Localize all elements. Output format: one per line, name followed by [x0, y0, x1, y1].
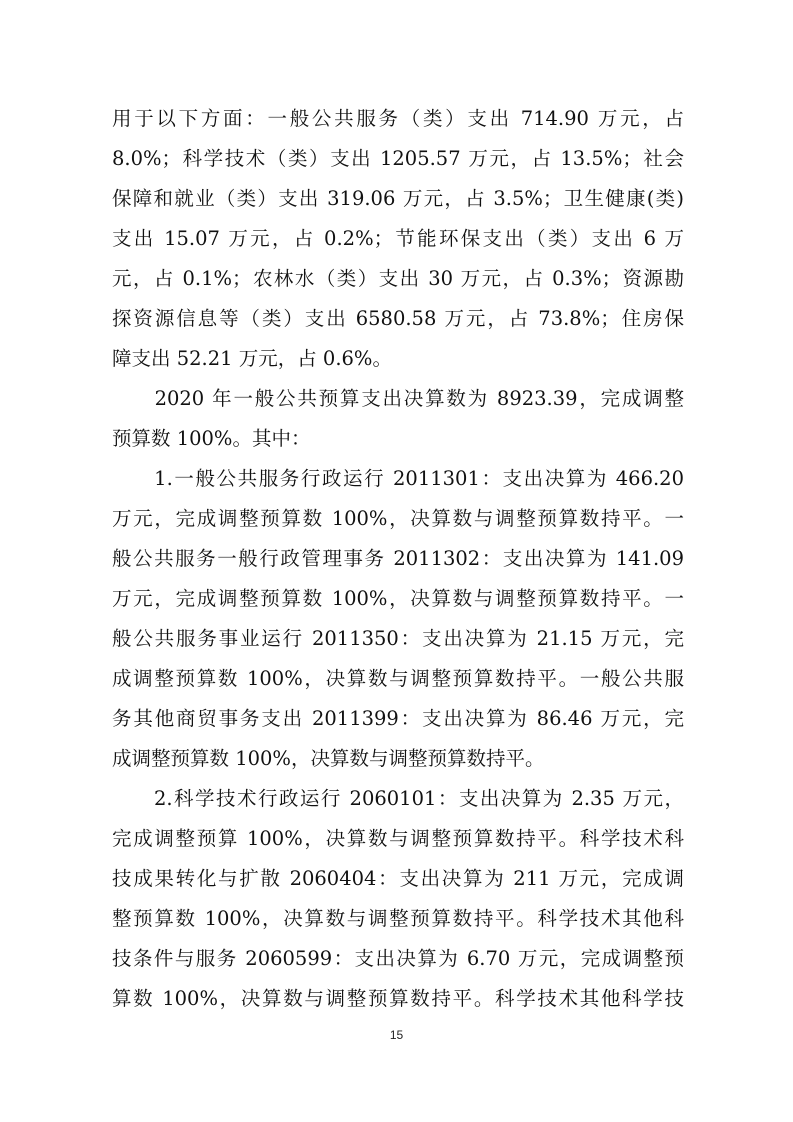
- text-line-18: 2.科学技术行政运行 2060101：支出决算为 2.35 万元，: [112, 787, 684, 810]
- text-line-7: 障支出 52.21 万元，占 0.6%。: [112, 347, 392, 370]
- text-line-16: 务其他商贸事务支出 2011399：支出决算为 86.46 万元，完: [112, 707, 684, 730]
- text-line-1: 用于以下方面：一般公共服务（类）支出 714.90 万元，占: [112, 107, 684, 130]
- document-body: [112, 99, 684, 1019]
- text-line-20: 技成果转化与扩散 2060404：支出决算为 211 万元，完成调: [112, 867, 684, 890]
- text-line-6: 探资源信息等（类）支出 6580.58 万元，占 73.8%；住房保: [112, 307, 684, 330]
- page-number: 15: [389, 1028, 404, 1042]
- text-line-5: 元，占 0.1%；农林水（类）支出 30 万元，占 0.3%；资源勘: [112, 267, 684, 290]
- text-line-4: 支出 15.07 万元，占 0.2%；节能环保支出（类）支出 6 万: [112, 227, 684, 250]
- text-line-14: 般公共服务事业运行 2011350：支出决算为 21.15 万元，完: [112, 627, 684, 650]
- text-line-22: 技条件与服务 2060599：支出决算为 6.70 万元，完成调整预: [112, 947, 684, 970]
- text-line-8: 2020 年一般公共预算支出决算数为 8923.39，完成调整: [112, 387, 684, 410]
- text-line-21: 整预算数 100%，决算数与调整预算数持平。科学技术其他科: [112, 907, 684, 930]
- text-line-15: 成调整预算数 100%，决算数与调整预算数持平。一般公共服: [112, 667, 684, 690]
- text-line-17: 成调整预算数 100%，决算数与调整预算数持平。: [112, 747, 545, 770]
- text-line-10: 1.一般公共服务行政运行 2011301：支出决算为 466.20: [112, 467, 684, 490]
- text-line-3: 保障和就业（类）支出 319.06 万元，占 3.5%；卫生健康(类): [112, 187, 684, 210]
- text-line-13: 万元，完成调整预算数 100%，决算数与调整预算数持平。一: [112, 587, 684, 610]
- text-line-9: 预算数 100%。其中：: [112, 427, 311, 450]
- text-line-2: 8.0%；科学技术（类）支出 1205.57 万元，占 13.5%；社会: [112, 147, 684, 170]
- text-line-11: 万元，完成调整预算数 100%，决算数与调整预算数持平。一: [112, 507, 684, 530]
- text-line-12: 般公共服务一般行政管理事务 2011302：支出决算为 141.09: [112, 547, 684, 570]
- text-line-19: 完成调整预算 100%，决算数与调整预算数持平。科学技术科: [112, 827, 684, 850]
- text-line-23: 算数 100%，决算数与调整预算数持平。科学技术其他科学技: [112, 987, 684, 1010]
